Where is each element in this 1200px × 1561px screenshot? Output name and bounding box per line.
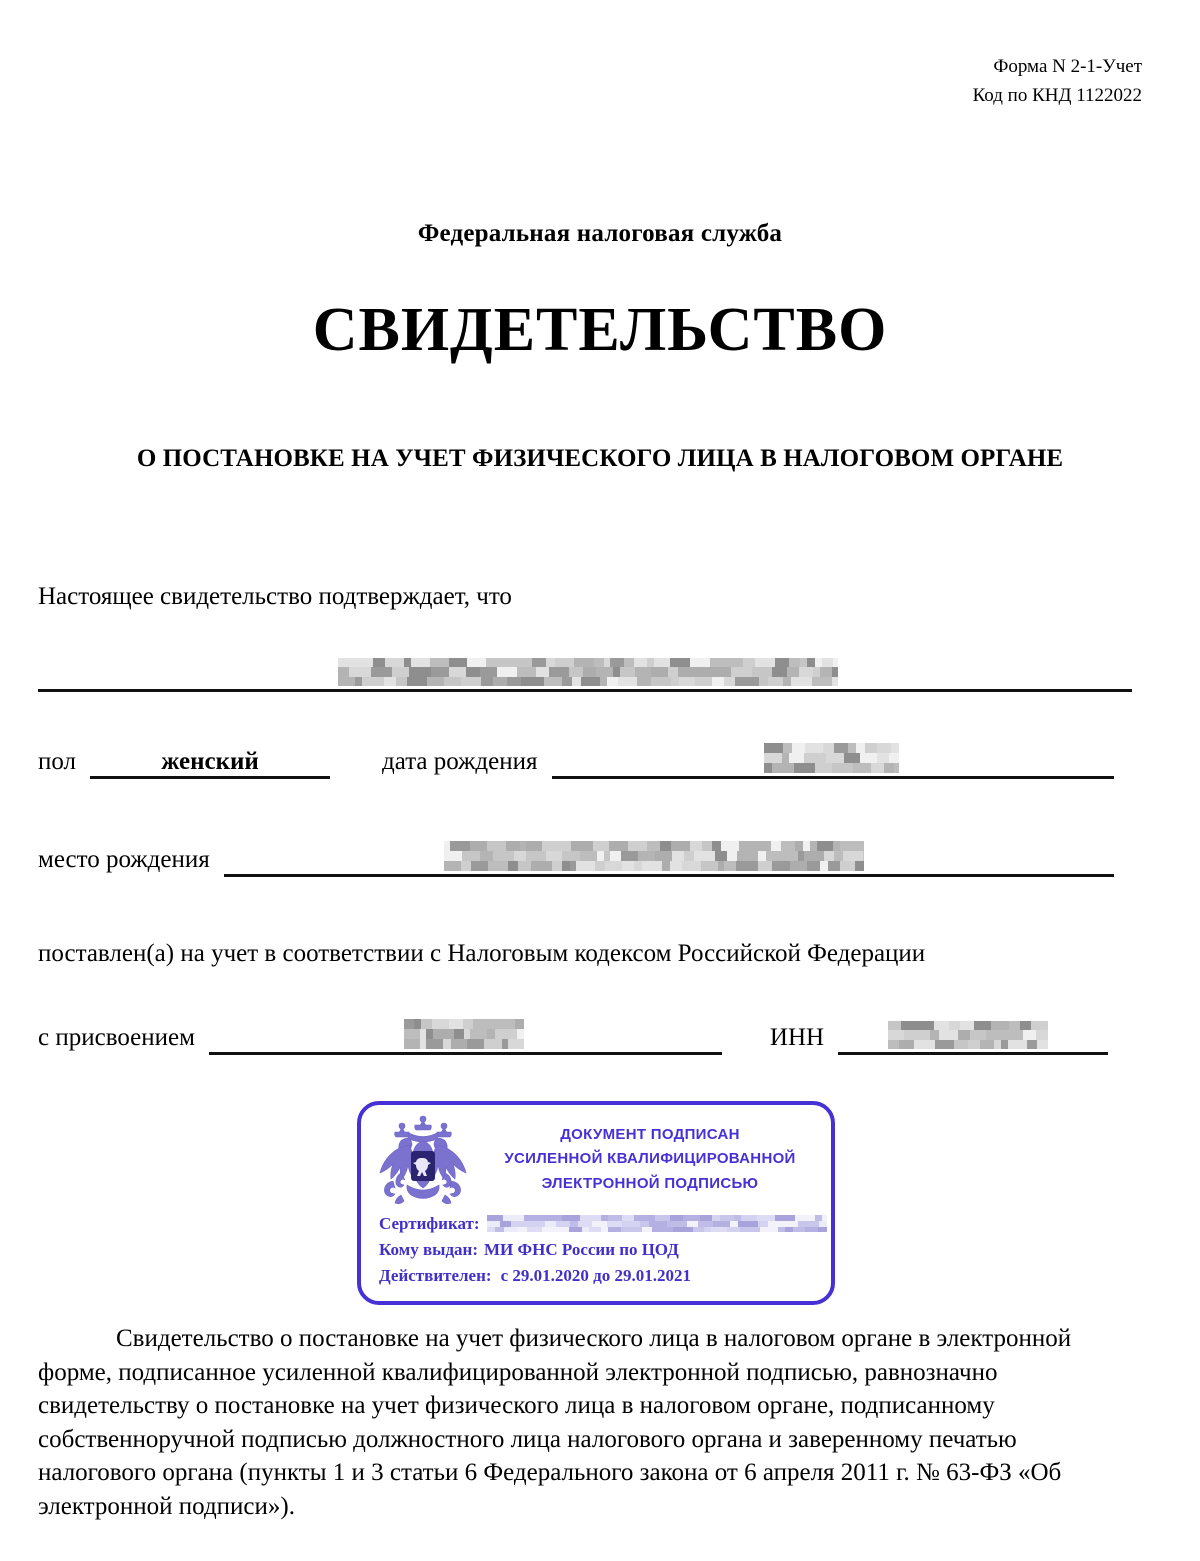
- assignment-and-inn-row: [38, 1018, 1108, 1055]
- sex-value: женский: [161, 748, 259, 775]
- sex-and-birthdate-row: [38, 742, 1114, 779]
- sex-label: пол: [38, 748, 77, 775]
- birth-date-field: [552, 742, 1114, 779]
- validity-value: с 29.01.2020 до 29.01.2021: [500, 1265, 691, 1285]
- footer-note: Свидетельство о постановке на учет физического лица в налоговом органе в электронной форме, подписанное усиленной квалифицированной электронной подписью, равнозначно свидетельству о постановке на учет физического лица в налоговом органе, подписанному собственноручной подписью должностного лица налогового органа и заверенному печатью налогового органа (пункты 1 и 3 статьи 6 Федерального закона от 6 апреля 2011 г. № 63-ФЗ «Об электронной подписи»).: [38, 1325, 1072, 1520]
- assignment-field: [209, 1018, 722, 1055]
- intro-text: Настоящее свидетельство подтверждает, что: [38, 583, 512, 610]
- inn-label: ИНН: [769, 1024, 825, 1051]
- issued-to-value: МИ ФНС России по ЦОД: [484, 1239, 679, 1259]
- inn-field: [838, 1018, 1108, 1055]
- inn-redaction: [888, 1021, 1048, 1049]
- certificate-label: Сертификат:: [379, 1214, 480, 1233]
- electronic-signature-stamp: [357, 1101, 835, 1305]
- assignment-label: с присвоением: [38, 1024, 195, 1051]
- certificate-redaction: [487, 1215, 827, 1232]
- stamp-details: [361, 1205, 831, 1288]
- registration-statement: поставлен(а) на учет в соответствии с Налоговым кодексом Российской Федерации: [38, 940, 926, 967]
- birth-place-redaction: [444, 841, 864, 871]
- birth-place-label: место рождения: [38, 846, 210, 873]
- full-name-row: [38, 655, 1132, 692]
- sex-field: [90, 742, 330, 779]
- validity-line: [379, 1263, 831, 1289]
- issued-to-label: Кому выдан:: [379, 1239, 478, 1259]
- page-title: СВИДЕТЕЛЬСТВО: [312, 296, 888, 364]
- birth-place-field: [224, 840, 1114, 877]
- birth-date-redaction: [764, 743, 899, 773]
- document-subtitle: О ПОСТАНОВКЕ НА УЧЕТ ФИЗИЧЕСКОГО ЛИЦА В НАЛОГОВОМ ОРГАНЕ: [136, 445, 1064, 472]
- assignment-redaction: [404, 1019, 524, 1049]
- stamp-header: [361, 1105, 831, 1205]
- form-codes: [973, 52, 1142, 111]
- double-headed-eagle-icon: [371, 1111, 475, 1208]
- stamp-heading-line-3: ЭЛЕКТРОННОЙ ПОДПИСЬЮ: [541, 1174, 759, 1192]
- agency-name: Федеральная налоговая служба: [417, 220, 783, 247]
- certificate-line: [379, 1211, 831, 1237]
- form-number: Форма N 2-1-Учет: [993, 56, 1142, 77]
- validity-label: Действителен:: [379, 1265, 492, 1285]
- stamp-heading: [475, 1123, 831, 1196]
- knd-code: Код по КНД 1122022: [972, 85, 1142, 107]
- full-name-field: [38, 655, 1132, 692]
- birth-date-label: дата рождения: [382, 748, 538, 775]
- stamp-heading-line-2: УСИЛЕННОЙ КВАЛИФИЦИРОВАННОЙ: [504, 1150, 796, 1168]
- full-name-redaction: [338, 658, 838, 686]
- stamp-heading-line-1: ДОКУМЕНТ ПОДПИСАН: [560, 1126, 740, 1144]
- birth-place-row: [38, 840, 1114, 877]
- issued-to-line: [379, 1237, 831, 1263]
